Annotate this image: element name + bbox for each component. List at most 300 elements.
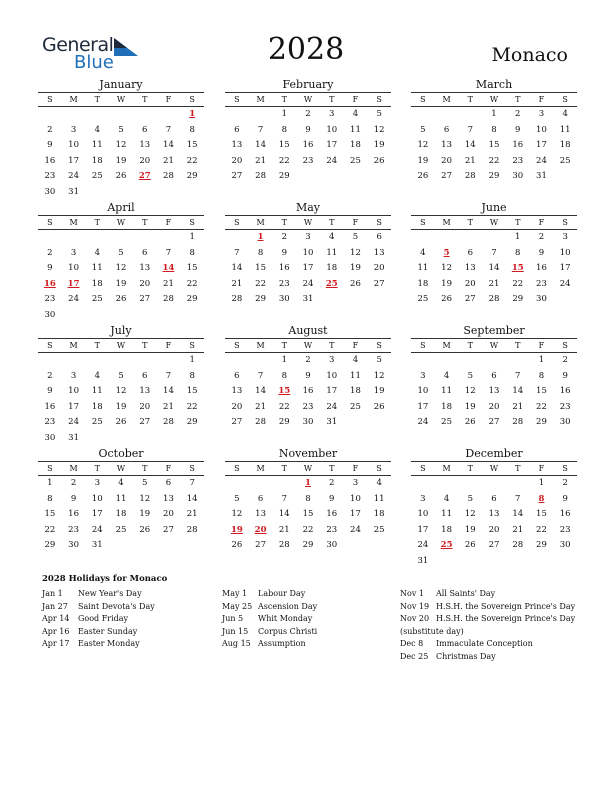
day-cell[interactable]: 24 [536, 155, 547, 166]
day-cell[interactable]: 15 [488, 140, 500, 150]
day-cell[interactable]: 7 [257, 124, 264, 135]
day-cell[interactable]: 25 [559, 155, 571, 166]
day-cell[interactable]: 26 [441, 294, 452, 304]
holiday-day-cell[interactable]: 14 [162, 263, 175, 273]
day-cell[interactable]: 29 [536, 417, 547, 427]
day-cell[interactable]: 28 [186, 524, 198, 535]
day-cell[interactable]: 25 [441, 417, 452, 427]
day-cell[interactable]: 27 [441, 171, 452, 181]
day-cell[interactable]: 6 [165, 478, 172, 488]
day-cell[interactable]: 22 [488, 155, 500, 166]
day-cell[interactable]: 3 [70, 124, 77, 135]
day-cell[interactable]: 9 [515, 124, 521, 135]
day-cell[interactable]: 11 [441, 509, 452, 519]
day-cell[interactable]: 19 [417, 155, 429, 166]
day-cell[interactable]: 21 [255, 401, 266, 412]
day-cell[interactable]: 12 [417, 140, 429, 150]
day-cell[interactable]: 21 [163, 155, 174, 166]
day-cell[interactable]: 5 [352, 232, 359, 242]
day-cell[interactable]: 26 [115, 171, 127, 181]
day-cell[interactable]: 27 [488, 417, 500, 427]
day-cell[interactable]: 25 [91, 417, 103, 427]
day-cell[interactable]: 26 [350, 278, 361, 289]
day-cell[interactable]: 30 [559, 540, 571, 550]
day-cell[interactable]: 18 [417, 278, 429, 289]
holiday-day-cell[interactable]: 25 [325, 278, 338, 289]
day-cell[interactable]: 7 [491, 247, 497, 258]
day-cell[interactable]: 19 [373, 140, 385, 150]
day-cell[interactable]: 14 [512, 386, 524, 396]
day-cell[interactable]: 12 [373, 124, 385, 135]
day-cell[interactable]: 30 [326, 540, 338, 550]
day-cell[interactable]: 9 [562, 493, 568, 504]
day-cell[interactable]: 1 [189, 355, 195, 365]
day-cell[interactable]: 24 [68, 171, 79, 181]
holiday-day-cell[interactable]: 15 [511, 263, 524, 273]
day-cell[interactable]: 15 [44, 509, 56, 519]
day-cell[interactable]: 16 [44, 155, 56, 166]
holiday-day-cell[interactable]: 19 [230, 524, 243, 535]
holiday-day-cell[interactable]: 17 [67, 278, 80, 289]
day-cell[interactable]: 27 [464, 294, 476, 304]
day-cell[interactable]: 3 [329, 355, 335, 365]
day-cell[interactable]: 23 [44, 417, 56, 427]
day-cell[interactable]: 14 [488, 263, 500, 273]
day-cell[interactable]: 24 [417, 540, 429, 550]
day-cell[interactable]: 17 [417, 401, 429, 412]
day-cell[interactable]: 11 [115, 493, 127, 504]
day-cell[interactable]: 14 [255, 140, 266, 150]
day-cell[interactable]: 17 [326, 140, 338, 150]
day-cell[interactable]: 13 [464, 263, 476, 273]
day-cell[interactable]: 4 [94, 124, 100, 135]
day-cell[interactable]: 5 [376, 355, 382, 365]
day-cell[interactable]: 16 [44, 401, 56, 412]
day-cell[interactable]: 29 [255, 294, 266, 304]
day-cell[interactable]: 2 [305, 109, 311, 119]
day-cell[interactable]: 24 [559, 278, 571, 289]
day-cell[interactable]: 18 [441, 401, 452, 412]
day-cell[interactable]: 24 [68, 294, 79, 304]
day-cell[interactable]: 30 [512, 171, 524, 181]
day-cell[interactable]: 9 [305, 370, 311, 381]
day-cell[interactable]: 8 [515, 247, 521, 258]
day-cell[interactable]: 26 [115, 417, 127, 427]
day-cell[interactable]: 24 [91, 524, 103, 535]
day-cell[interactable]: 11 [350, 370, 361, 381]
day-cell[interactable]: 10 [417, 386, 429, 396]
day-cell[interactable]: 30 [44, 432, 56, 443]
day-cell[interactable]: 29 [278, 417, 290, 427]
day-cell[interactable]: 4 [420, 247, 426, 258]
day-cell[interactable]: 14 [512, 509, 524, 519]
day-cell[interactable]: 27 [488, 540, 500, 550]
day-cell[interactable]: 12 [115, 140, 127, 150]
day-cell[interactable]: 5 [376, 109, 382, 119]
day-cell[interactable]: 18 [350, 140, 361, 150]
day-cell[interactable]: 17 [350, 509, 361, 519]
day-cell[interactable]: 28 [231, 294, 243, 304]
day-cell[interactable]: 29 [488, 171, 500, 181]
day-cell[interactable]: 6 [142, 370, 148, 381]
day-cell[interactable]: 29 [278, 171, 290, 181]
day-cell[interactable]: 25 [373, 524, 385, 535]
day-cell[interactable]: 6 [142, 124, 148, 135]
day-cell[interactable]: 1 [515, 232, 521, 242]
day-cell[interactable]: 11 [91, 386, 103, 396]
day-cell[interactable]: 18 [373, 509, 385, 519]
day-cell[interactable]: 20 [231, 401, 243, 412]
day-cell[interactable]: 20 [373, 263, 385, 273]
day-cell[interactable]: 30 [44, 309, 56, 320]
day-cell[interactable]: 16 [559, 386, 571, 396]
day-cell[interactable]: 23 [278, 278, 290, 289]
day-cell[interactable]: 27 [231, 417, 243, 427]
day-cell[interactable]: 8 [538, 370, 545, 381]
day-cell[interactable]: 28 [163, 417, 174, 427]
day-cell[interactable]: 14 [464, 140, 476, 150]
day-cell[interactable]: 24 [326, 401, 338, 412]
day-cell[interactable]: 5 [467, 370, 473, 381]
day-cell[interactable]: 1 [189, 232, 195, 242]
day-cell[interactable]: 17 [68, 401, 79, 412]
day-cell[interactable]: 18 [441, 524, 452, 535]
day-cell[interactable]: 26 [373, 401, 385, 412]
day-cell[interactable]: 9 [47, 386, 53, 396]
day-cell[interactable]: 3 [305, 232, 311, 242]
day-cell[interactable]: 6 [257, 493, 264, 504]
day-cell[interactable]: 11 [350, 124, 361, 135]
day-cell[interactable]: 24 [417, 417, 429, 427]
day-cell[interactable]: 17 [417, 524, 429, 535]
holiday-day-cell[interactable]: 27 [138, 171, 151, 181]
day-cell[interactable]: 13 [441, 140, 452, 150]
day-cell[interactable]: 13 [231, 386, 243, 396]
day-cell[interactable]: 10 [326, 370, 338, 381]
day-cell[interactable]: 16 [512, 140, 524, 150]
day-cell[interactable]: 1 [281, 355, 287, 365]
day-cell[interactable]: 26 [115, 294, 127, 304]
day-cell[interactable]: 16 [536, 263, 547, 273]
day-cell[interactable]: 2 [47, 370, 53, 381]
day-cell[interactable]: 28 [255, 417, 266, 427]
day-cell[interactable]: 28 [512, 417, 524, 427]
day-cell[interactable]: 24 [350, 524, 361, 535]
day-cell[interactable]: 3 [329, 109, 335, 119]
day-cell[interactable]: 15 [302, 509, 314, 519]
day-cell[interactable]: 8 [189, 124, 195, 135]
day-cell[interactable]: 12 [231, 509, 243, 519]
day-cell[interactable]: 21 [488, 278, 500, 289]
day-cell[interactable]: 22 [536, 524, 547, 535]
day-cell[interactable]: 19 [115, 155, 127, 166]
day-cell[interactable]: 27 [163, 524, 174, 535]
day-cell[interactable]: 9 [562, 370, 568, 381]
day-cell[interactable]: 10 [350, 493, 361, 504]
day-cell[interactable]: 8 [47, 493, 53, 504]
day-cell[interactable]: 4 [443, 493, 450, 504]
day-cell[interactable]: 20 [441, 155, 452, 166]
day-cell[interactable]: 18 [91, 278, 103, 289]
day-cell[interactable]: 18 [115, 509, 127, 519]
day-cell[interactable]: 22 [278, 155, 290, 166]
day-cell[interactable]: 18 [91, 155, 103, 166]
day-cell[interactable]: 15 [186, 140, 198, 150]
day-cell[interactable]: 13 [488, 386, 500, 396]
day-cell[interactable]: 21 [163, 401, 174, 412]
day-cell[interactable]: 26 [417, 171, 429, 181]
day-cell[interactable]: 19 [115, 401, 127, 412]
day-cell[interactable]: 29 [44, 540, 56, 550]
day-cell[interactable]: 31 [417, 555, 429, 566]
day-cell[interactable]: 21 [464, 155, 476, 166]
day-cell[interactable]: 20 [464, 278, 476, 289]
day-cell[interactable]: 23 [512, 155, 524, 166]
day-cell[interactable]: 1 [491, 109, 497, 119]
day-cell[interactable]: 18 [91, 401, 103, 412]
day-cell[interactable]: 7 [165, 124, 172, 135]
day-cell[interactable]: 5 [420, 124, 426, 135]
holiday-day-cell[interactable]: 20 [254, 524, 267, 535]
day-cell[interactable]: 26 [373, 155, 385, 166]
holiday-day-cell[interactable]: 1 [189, 109, 196, 119]
day-cell[interactable]: 6 [376, 232, 382, 242]
day-cell[interactable]: 4 [329, 232, 335, 242]
day-cell[interactable]: 24 [326, 155, 338, 166]
day-cell[interactable]: 11 [373, 493, 385, 504]
day-cell[interactable]: 13 [139, 140, 151, 150]
day-cell[interactable]: 11 [417, 263, 429, 273]
day-cell[interactable]: 16 [68, 509, 79, 519]
day-cell[interactable]: 30 [278, 294, 290, 304]
day-cell[interactable]: 13 [231, 140, 243, 150]
day-cell[interactable]: 27 [139, 417, 151, 427]
day-cell[interactable]: 2 [515, 109, 521, 119]
day-cell[interactable]: 16 [278, 263, 290, 273]
day-cell[interactable]: 9 [281, 247, 287, 258]
day-cell[interactable]: 28 [512, 540, 524, 550]
day-cell[interactable]: 3 [562, 232, 568, 242]
day-cell[interactable]: 31 [536, 171, 547, 181]
day-cell[interactable]: 2 [70, 478, 77, 488]
day-cell[interactable]: 10 [326, 124, 338, 135]
day-cell[interactable]: 9 [538, 247, 545, 258]
day-cell[interactable]: 31 [68, 186, 79, 197]
day-cell[interactable]: 15 [255, 263, 266, 273]
day-cell[interactable]: 6 [234, 124, 240, 135]
day-cell[interactable]: 14 [163, 386, 174, 396]
day-cell[interactable]: 12 [115, 263, 127, 273]
day-cell[interactable]: 5 [118, 124, 124, 135]
day-cell[interactable]: 4 [118, 478, 124, 488]
holiday-day-cell[interactable]: 1 [305, 478, 311, 488]
day-cell[interactable]: 14 [255, 386, 266, 396]
day-cell[interactable]: 18 [326, 263, 338, 273]
day-cell[interactable]: 30 [68, 540, 79, 550]
day-cell[interactable]: 8 [305, 493, 311, 504]
day-cell[interactable]: 20 [139, 155, 151, 166]
day-cell[interactable]: 7 [281, 493, 287, 504]
day-cell[interactable]: 28 [163, 294, 174, 304]
day-cell[interactable]: 23 [44, 171, 56, 181]
day-cell[interactable]: 13 [163, 493, 174, 504]
day-cell[interactable]: 4 [94, 247, 100, 258]
day-cell[interactable]: 17 [91, 509, 103, 519]
day-cell[interactable]: 19 [441, 278, 452, 289]
day-cell[interactable]: 13 [488, 509, 500, 519]
day-cell[interactable]: 14 [278, 509, 290, 519]
day-cell[interactable]: 22 [44, 524, 56, 535]
day-cell[interactable]: 21 [186, 509, 198, 519]
day-cell[interactable]: 16 [326, 509, 338, 519]
day-cell[interactable]: 19 [464, 524, 476, 535]
day-cell[interactable]: 7 [467, 124, 473, 135]
day-cell[interactable]: 2 [47, 247, 53, 258]
day-cell[interactable]: 20 [139, 278, 151, 289]
day-cell[interactable]: 11 [91, 140, 103, 150]
day-cell[interactable]: 12 [350, 247, 361, 258]
day-cell[interactable]: 23 [302, 401, 314, 412]
day-cell[interactable]: 7 [189, 478, 195, 488]
day-cell[interactable]: 10 [68, 386, 79, 396]
day-cell[interactable]: 3 [420, 370, 426, 381]
holiday-day-cell[interactable]: 8 [538, 493, 545, 504]
day-cell[interactable]: 5 [142, 478, 148, 488]
day-cell[interactable]: 22 [512, 278, 524, 289]
day-cell[interactable]: 27 [255, 540, 266, 550]
day-cell[interactable]: 26 [231, 540, 243, 550]
day-cell[interactable]: 21 [512, 401, 524, 412]
day-cell[interactable]: 6 [234, 370, 240, 381]
day-cell[interactable]: 30 [302, 417, 314, 427]
day-cell[interactable]: 30 [536, 294, 547, 304]
day-cell[interactable]: 31 [68, 432, 79, 443]
day-cell[interactable]: 7 [165, 247, 172, 258]
day-cell[interactable]: 19 [139, 509, 151, 519]
day-cell[interactable]: 17 [536, 140, 547, 150]
day-cell[interactable]: 10 [68, 263, 79, 273]
day-cell[interactable]: 6 [491, 370, 497, 381]
day-cell[interactable]: 2 [538, 232, 545, 242]
day-cell[interactable]: 22 [186, 401, 198, 412]
day-cell[interactable]: 8 [281, 370, 287, 381]
day-cell[interactable]: 5 [467, 493, 473, 504]
day-cell[interactable]: 12 [115, 386, 127, 396]
day-cell[interactable]: 29 [186, 294, 198, 304]
day-cell[interactable]: 10 [68, 140, 79, 150]
day-cell[interactable]: 10 [536, 124, 547, 135]
day-cell[interactable]: 16 [302, 140, 314, 150]
day-cell[interactable]: 4 [443, 370, 450, 381]
day-cell[interactable]: 25 [350, 401, 361, 412]
holiday-day-cell[interactable]: 16 [43, 278, 56, 289]
day-cell[interactable]: 3 [352, 478, 359, 488]
day-cell[interactable]: 28 [163, 171, 174, 181]
day-cell[interactable]: 23 [536, 278, 547, 289]
day-cell[interactable]: 4 [562, 109, 568, 119]
day-cell[interactable]: 3 [420, 493, 426, 504]
day-cell[interactable]: 23 [68, 524, 79, 535]
day-cell[interactable]: 25 [115, 524, 127, 535]
day-cell[interactable]: 29 [302, 540, 314, 550]
day-cell[interactable]: 13 [255, 509, 266, 519]
day-cell[interactable]: 31 [91, 540, 103, 550]
day-cell[interactable]: 9 [329, 493, 335, 504]
day-cell[interactable]: 22 [186, 155, 198, 166]
day-cell[interactable]: 25 [91, 171, 103, 181]
day-cell[interactable]: 26 [464, 417, 476, 427]
holiday-day-cell[interactable]: 5 [443, 247, 450, 258]
day-cell[interactable]: 7 [234, 247, 240, 258]
day-cell[interactable]: 28 [464, 171, 476, 181]
day-cell[interactable]: 11 [326, 247, 338, 258]
day-cell[interactable]: 17 [326, 386, 338, 396]
day-cell[interactable]: 8 [491, 124, 497, 135]
day-cell[interactable]: 22 [536, 401, 547, 412]
day-cell[interactable]: 29 [512, 294, 524, 304]
day-cell[interactable]: 19 [373, 386, 385, 396]
day-cell[interactable]: 13 [139, 386, 151, 396]
day-cell[interactable]: 17 [68, 155, 79, 166]
day-cell[interactable]: 10 [91, 493, 103, 504]
day-cell[interactable]: 26 [139, 524, 151, 535]
day-cell[interactable]: 24 [302, 278, 314, 289]
day-cell[interactable]: 27 [231, 171, 243, 181]
day-cell[interactable]: 22 [302, 524, 314, 535]
day-cell[interactable]: 11 [91, 263, 103, 273]
day-cell[interactable]: 23 [559, 401, 571, 412]
day-cell[interactable]: 21 [163, 278, 174, 289]
day-cell[interactable]: 15 [536, 386, 547, 396]
day-cell[interactable]: 31 [326, 417, 338, 427]
day-cell[interactable]: 3 [94, 478, 100, 488]
day-cell[interactable]: 20 [488, 401, 500, 412]
day-cell[interactable]: 23 [326, 524, 338, 535]
day-cell[interactable]: 4 [352, 109, 359, 119]
day-cell[interactable]: 15 [186, 386, 198, 396]
day-cell[interactable]: 2 [562, 355, 568, 365]
day-cell[interactable]: 11 [441, 386, 452, 396]
day-cell[interactable]: 24 [68, 417, 79, 427]
holiday-day-cell[interactable]: 1 [257, 232, 264, 242]
day-cell[interactable]: 16 [559, 509, 571, 519]
day-cell[interactable]: 22 [186, 278, 198, 289]
day-cell[interactable]: 29 [186, 171, 198, 181]
day-cell[interactable]: 14 [186, 493, 198, 504]
day-cell[interactable]: 11 [559, 124, 571, 135]
day-cell[interactable]: 25 [350, 155, 361, 166]
day-cell[interactable]: 9 [305, 124, 311, 135]
day-cell[interactable]: 14 [231, 263, 243, 273]
day-cell[interactable]: 2 [329, 478, 335, 488]
day-cell[interactable]: 2 [305, 355, 311, 365]
day-cell[interactable]: 12 [464, 386, 476, 396]
day-cell[interactable]: 18 [559, 140, 571, 150]
day-cell[interactable]: 19 [350, 263, 361, 273]
day-cell[interactable]: 5 [234, 493, 240, 504]
day-cell[interactable]: 9 [47, 140, 53, 150]
day-cell[interactable]: 17 [559, 263, 571, 273]
day-cell[interactable]: 12 [373, 370, 385, 381]
day-cell[interactable]: 18 [350, 386, 361, 396]
day-cell[interactable]: 20 [139, 401, 151, 412]
day-cell[interactable]: 29 [536, 540, 547, 550]
day-cell[interactable]: 15 [186, 263, 198, 273]
day-cell[interactable]: 21 [512, 524, 524, 535]
day-cell[interactable]: 2 [47, 124, 53, 135]
day-cell[interactable]: 26 [464, 540, 476, 550]
holiday-day-cell[interactable]: 25 [440, 540, 453, 550]
